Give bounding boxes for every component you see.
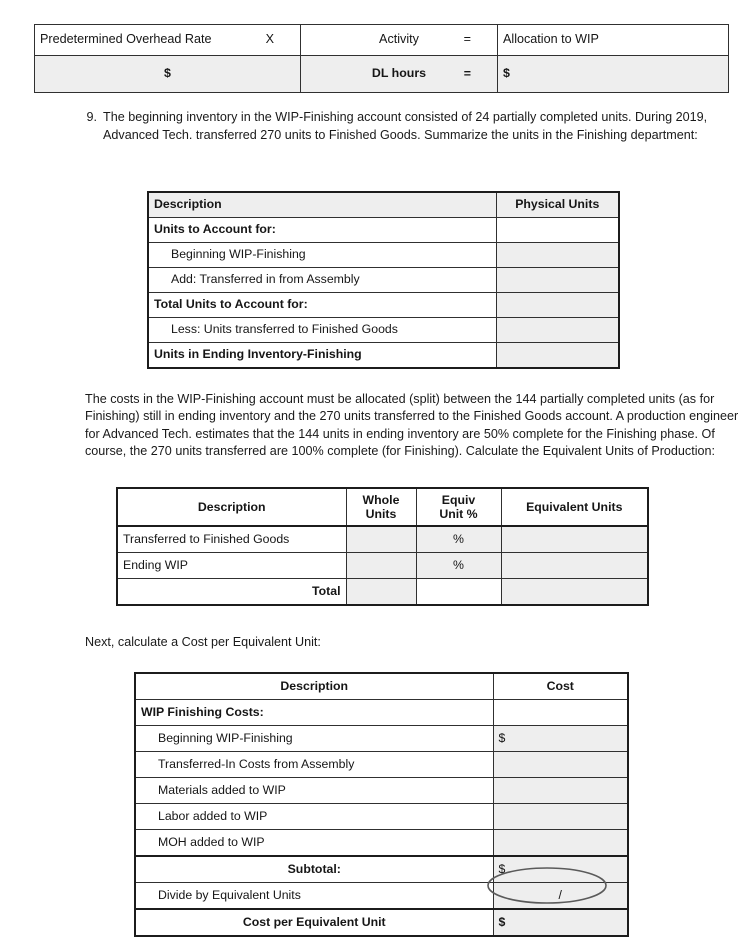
question-text: The beginning inventory in the WIP-Finishing account consisted of 24 partially completed units. During 2019, Advanced Tech. transferred 270 units to Finished Goods. Summarize the units in the Finishing department: bbox=[103, 110, 708, 142]
col-header-description: Description bbox=[117, 488, 346, 526]
row-value-labor-added[interactable] bbox=[493, 804, 628, 830]
row-label-cost-per-equivalent-unit: Cost per Equivalent Unit bbox=[135, 909, 493, 936]
row-value-divide-by-equivalent-units[interactable]: / bbox=[493, 883, 628, 910]
table-header-row bbox=[148, 192, 619, 218]
row-label-less-units-transferred: Less: Units transferred to Finished Goods bbox=[148, 318, 496, 343]
col-header-cost: Cost bbox=[493, 673, 628, 700]
row-label-labor-added: Labor added to WIP bbox=[135, 804, 493, 830]
row-whole-units-transferred[interactable] bbox=[346, 526, 416, 553]
formula-operator-equals-2: = bbox=[463, 66, 471, 81]
table-row bbox=[135, 856, 628, 883]
row-label-total: Total bbox=[117, 579, 346, 606]
table-row bbox=[148, 318, 619, 343]
col-header-description: Description bbox=[135, 673, 493, 700]
col-header-whole-units-line1: Whole bbox=[362, 493, 400, 507]
table-header-row bbox=[117, 488, 648, 526]
row-value-moh-added[interactable] bbox=[493, 830, 628, 857]
table-row bbox=[117, 526, 648, 553]
formula-cell-allocation bbox=[498, 25, 729, 56]
table-row bbox=[135, 909, 628, 936]
next-instruction-text: Next, calculate a Cost per Equivalent Unit: bbox=[85, 635, 321, 649]
row-label-ending-wip: Ending WIP bbox=[117, 553, 346, 579]
formula-label-allocation: Allocation to WIP bbox=[503, 32, 599, 47]
row-value-beginning-wip-finishing[interactable]: $ bbox=[493, 726, 628, 752]
row-label-subtotal: Subtotal: bbox=[135, 856, 493, 883]
table-row bbox=[148, 293, 619, 318]
cost-allocation-paragraph: The costs in the WIP-Finishing account must be allocated (split) between the 144 partially completed units (as for Finishing) still in ending inventory and the 270 units transferred to the Finished Goods account. A production engineer for Advanced Tech. estimates that the 144 units in ending inventory are 50% complete for the Finishing phase. Of course, the 270 units transferred are 100% complete (for Finishing). Calculate the Equivalent Units of Production: bbox=[85, 392, 739, 459]
col-header-whole-units-line2: Units bbox=[365, 507, 397, 521]
table-row bbox=[135, 752, 628, 778]
row-label-add-transferred-in: Add: Transferred in from Assembly bbox=[148, 268, 496, 293]
col-header-equiv-unit-pct bbox=[416, 488, 501, 526]
row-value-materials-added[interactable] bbox=[493, 778, 628, 804]
row-label-beginning-wip-finishing: Beginning WIP-Finishing bbox=[148, 243, 496, 268]
col-header-equiv-unit-pct-line2: Unit % bbox=[439, 507, 478, 521]
equivalent-units-table bbox=[116, 487, 649, 606]
row-whole-units-ending-wip[interactable] bbox=[346, 553, 416, 579]
row-value-less-units-transferred[interactable] bbox=[496, 318, 619, 343]
table-row bbox=[135, 700, 628, 726]
row-label-wip-finishing-costs: WIP Finishing Costs: bbox=[135, 700, 493, 726]
cost-per-equivalent-unit-value[interactable]: $ bbox=[493, 909, 628, 936]
formula-operator-equals: = bbox=[463, 32, 471, 47]
formula-value-por[interactable]: $ bbox=[35, 56, 301, 93]
row-label-units-ending-inventory: Units in Ending Inventory-Finishing bbox=[148, 343, 496, 369]
formula-value-allocation[interactable]: $ bbox=[498, 56, 729, 93]
row-value-wip-finishing-costs[interactable] bbox=[493, 700, 628, 726]
row-label-moh-added: MOH added to WIP bbox=[135, 830, 493, 857]
question-9 bbox=[75, 109, 735, 144]
row-equivalent-units-ending-wip[interactable] bbox=[501, 553, 648, 579]
overhead-formula-table bbox=[34, 24, 729, 93]
question-number: 9. bbox=[86, 110, 97, 124]
col-header-equiv-unit-pct-line1: Equiv bbox=[441, 493, 476, 507]
row-label-units-to-account-for: Units to Account for: bbox=[148, 218, 496, 243]
row-label-transferred-in-costs: Transferred-In Costs from Assembly bbox=[135, 752, 493, 778]
table-row bbox=[148, 343, 619, 369]
row-label-materials-added: Materials added to WIP bbox=[135, 778, 493, 804]
formula-cell-activity bbox=[301, 25, 498, 56]
table-row bbox=[35, 25, 729, 56]
row-value-units-to-account-for[interactable] bbox=[496, 218, 619, 243]
row-value-add-transferred-in[interactable] bbox=[496, 268, 619, 293]
row-label-transferred-to-finished-goods: Transferred to Finished Goods bbox=[117, 526, 346, 553]
col-header-description: Description bbox=[148, 192, 496, 218]
table-row bbox=[135, 804, 628, 830]
table-row bbox=[148, 218, 619, 243]
cost-per-equivalent-unit-table bbox=[134, 672, 629, 937]
table-row bbox=[117, 553, 648, 579]
table-row bbox=[148, 268, 619, 293]
formula-value-activity[interactable] bbox=[301, 56, 498, 93]
row-label-divide-by-equivalent-units: Divide by Equivalent Units bbox=[135, 883, 493, 910]
formula-cell-por bbox=[35, 25, 301, 56]
row-value-units-ending-inventory[interactable] bbox=[496, 343, 619, 369]
table-row bbox=[135, 778, 628, 804]
formula-label-activity: Activity bbox=[379, 32, 419, 47]
table-row bbox=[135, 883, 628, 910]
row-value-total-units-to-account-for[interactable] bbox=[496, 293, 619, 318]
row-label-total-units-to-account-for: Total Units to Account for: bbox=[148, 293, 496, 318]
formula-value-dl-hours: DL hours bbox=[371, 66, 427, 81]
row-equiv-pct-ending-wip[interactable]: % bbox=[416, 553, 501, 579]
table-row bbox=[117, 579, 648, 606]
formula-operator-multiply: X bbox=[265, 32, 274, 47]
table-row bbox=[148, 243, 619, 268]
table-row bbox=[135, 726, 628, 752]
row-equivalent-units-total[interactable] bbox=[501, 579, 648, 606]
row-value-beginning-wip-finishing[interactable] bbox=[496, 243, 619, 268]
table-header-row bbox=[135, 673, 628, 700]
physical-units-table bbox=[147, 191, 620, 369]
row-equiv-pct-total bbox=[416, 579, 501, 606]
row-equivalent-units-transferred[interactable] bbox=[501, 526, 648, 553]
row-whole-units-total[interactable] bbox=[346, 579, 416, 606]
col-header-whole-units bbox=[346, 488, 416, 526]
table-row bbox=[35, 56, 729, 93]
formula-label-por: Predetermined Overhead Rate bbox=[40, 32, 212, 47]
row-equiv-pct-transferred[interactable]: % bbox=[416, 526, 501, 553]
row-value-transferred-in-costs[interactable] bbox=[493, 752, 628, 778]
row-label-beginning-wip-finishing: Beginning WIP-Finishing bbox=[135, 726, 493, 752]
table-row bbox=[135, 830, 628, 857]
row-value-subtotal[interactable]: $ bbox=[493, 856, 628, 883]
col-header-equivalent-units: Equivalent Units bbox=[501, 488, 648, 526]
col-header-physical-units: Physical Units bbox=[496, 192, 619, 218]
